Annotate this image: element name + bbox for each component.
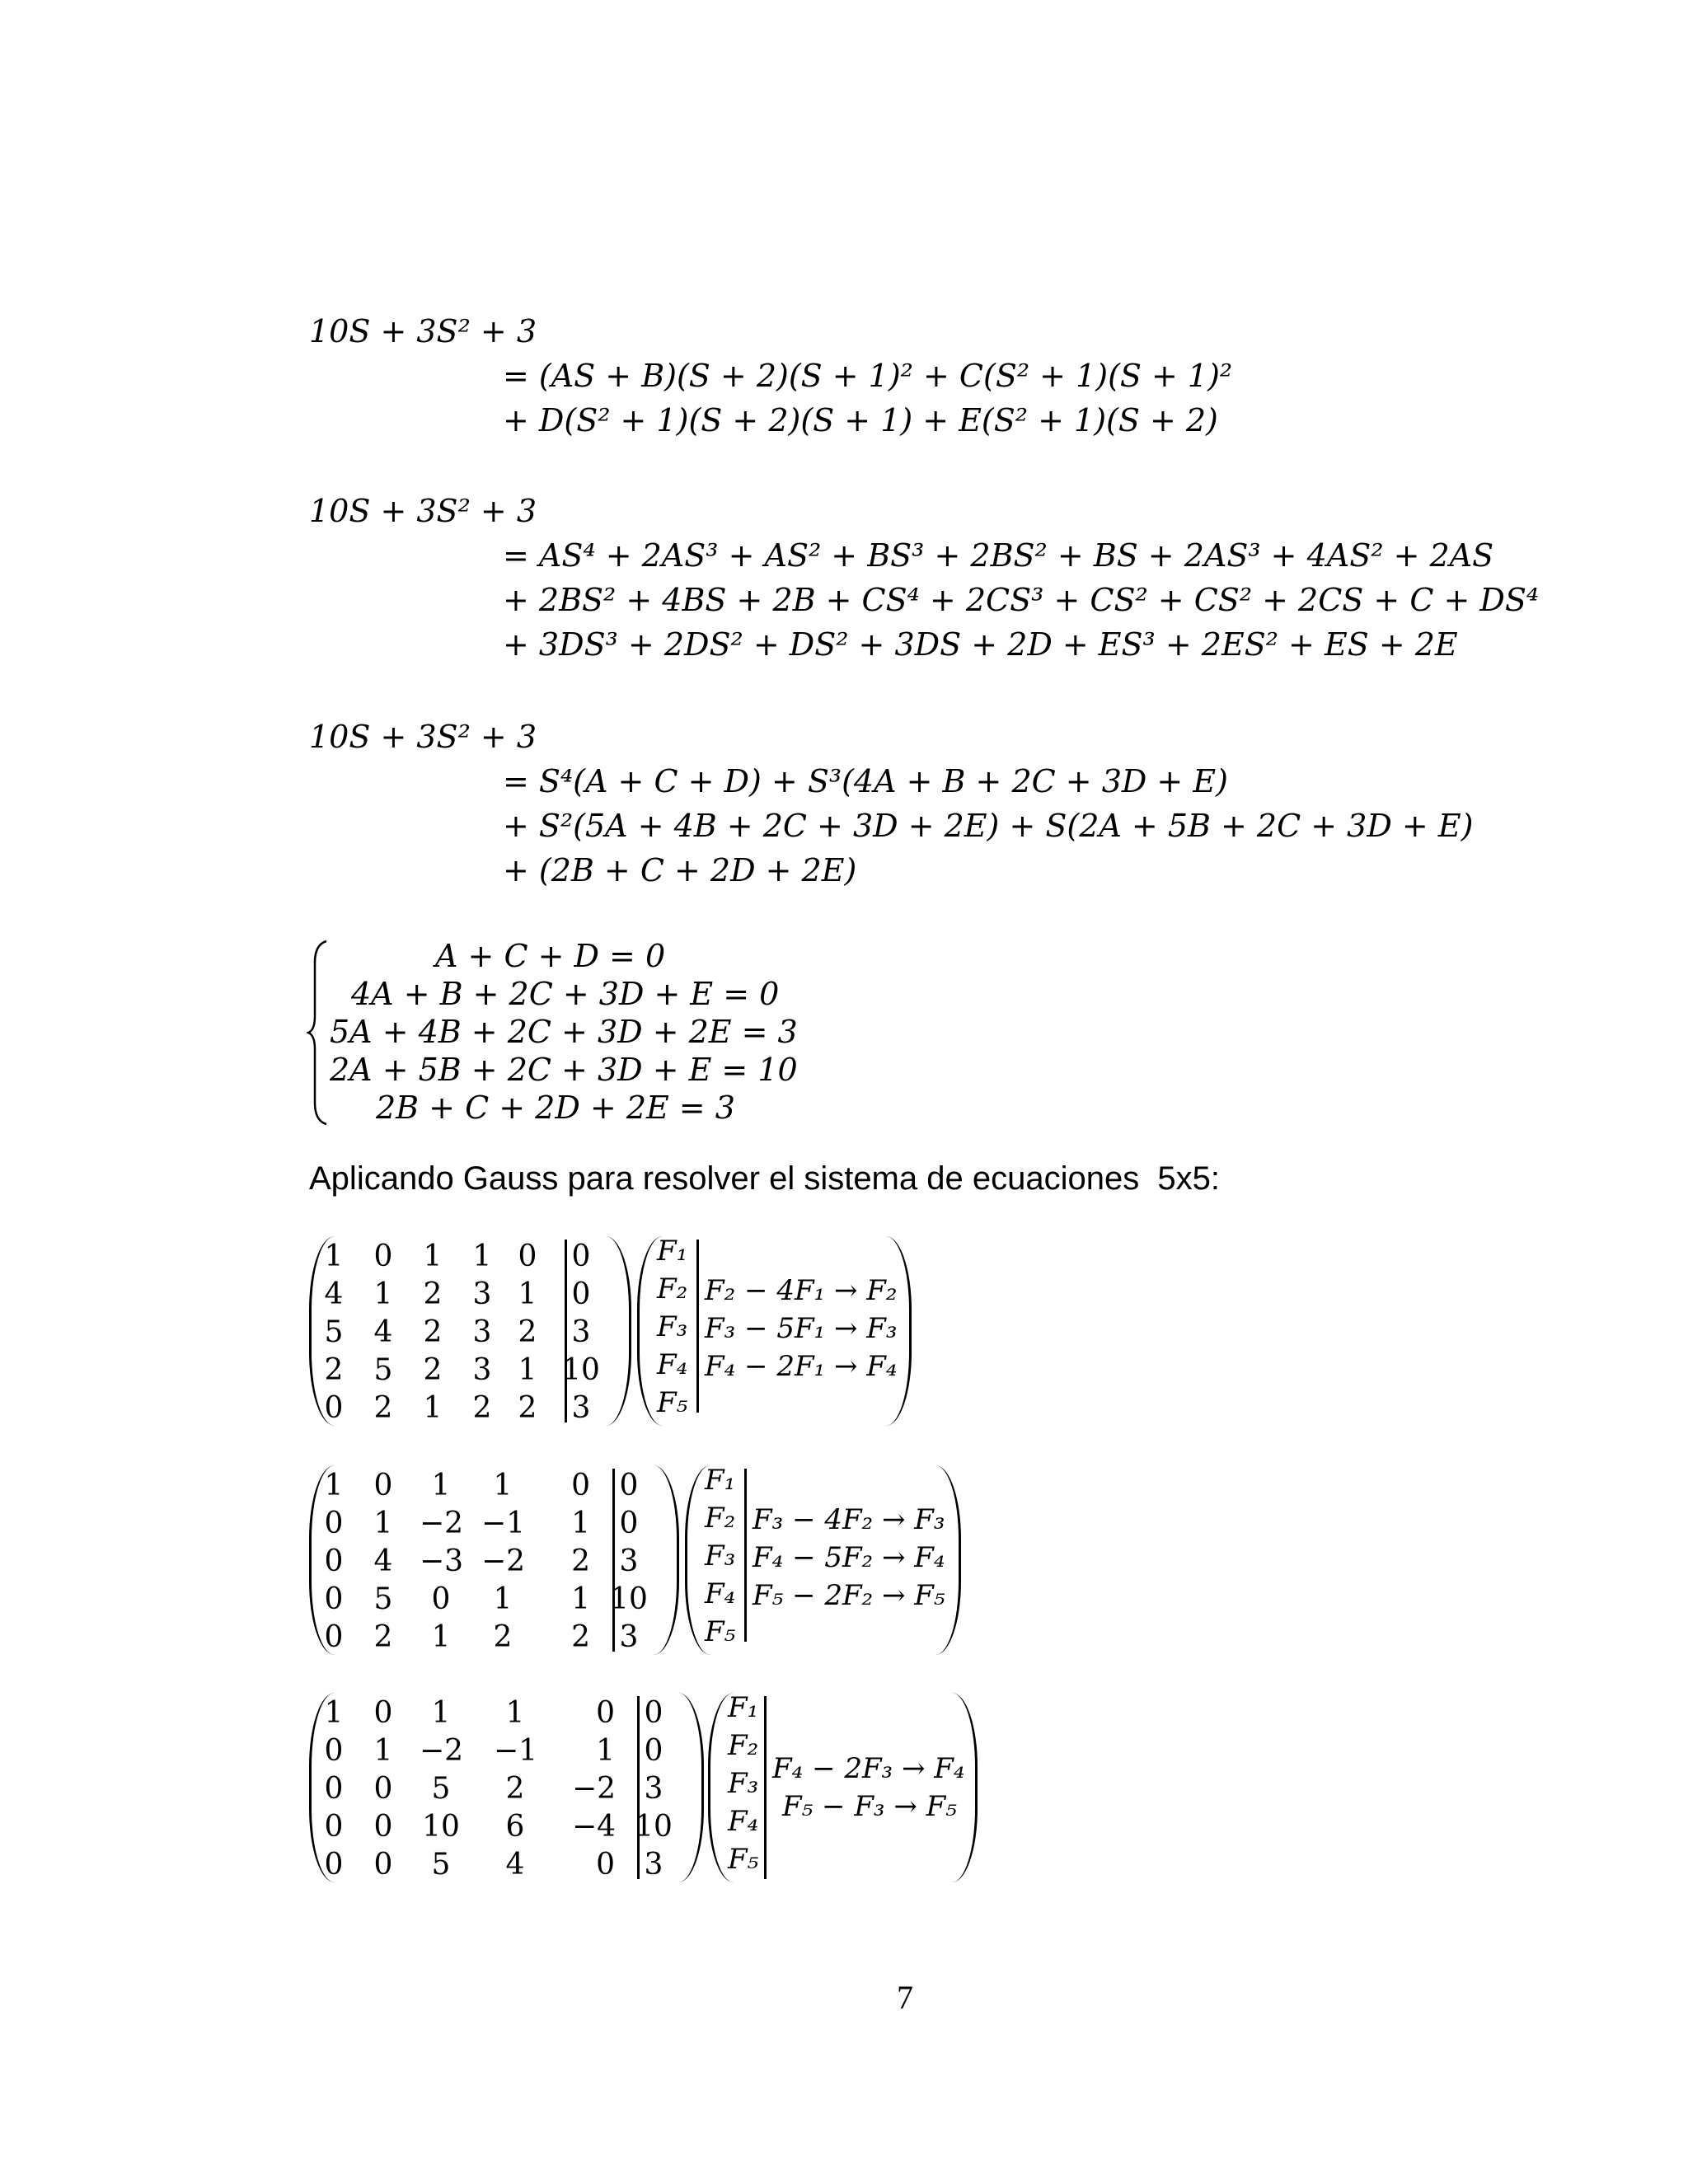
matrix-cell: 0 <box>324 1544 344 1578</box>
matrix-cell: −2 <box>420 1507 464 1540</box>
matrix-cell: 0 <box>619 1469 639 1502</box>
matrix-cell: 4 <box>373 1544 393 1578</box>
matrix-cell: 1 <box>373 1734 393 1768</box>
ops-right-paren <box>952 1693 978 1882</box>
matrix-cell: 2 <box>571 1620 590 1654</box>
matrix-cell: 0 <box>373 1696 393 1730</box>
matrix-cell: 1 <box>571 1582 590 1616</box>
matrix-cell: 0 <box>644 1734 663 1768</box>
matrix-cell: 0 <box>324 1620 344 1654</box>
eq2-rhs-line-2: + 2BS² + 4BS + 2B + CS⁴ + 2CS³ + CS² + CS² + 2CS + C + DS⁴ <box>503 582 1540 618</box>
system-eq-4: 2A + 5B + 2C + 3D + E = 10 <box>330 1052 798 1088</box>
ops-right-paren <box>886 1236 912 1426</box>
eq1-lhs: 10S + 3S² + 3 <box>309 313 537 349</box>
matrix-cell: 2 <box>423 1315 443 1349</box>
matrix-cell: 2 <box>493 1620 513 1654</box>
matrix-cell: 10 <box>635 1810 673 1844</box>
matrix-cell: 0 <box>571 1277 591 1311</box>
f-label: F₂ <box>705 1502 736 1535</box>
eq3-rhs-line-1: = S⁴(A + C + D) + S³(4A + B + 2C + 3D + E) <box>503 763 1228 799</box>
matrix-cell: 10 <box>610 1582 648 1616</box>
matrix-cell: 1 <box>324 1469 344 1502</box>
matrix-cell: 1 <box>324 1240 344 1273</box>
matrix-cell: 5 <box>324 1315 344 1349</box>
matrix-cell: 0 <box>373 1240 393 1273</box>
matrix-cell: 1 <box>423 1391 443 1425</box>
matrix-cell: 2 <box>373 1620 393 1654</box>
eq3-rhs-line-2: + S²(5A + 4B + 2C + 3D + 2E) + S(2A + 5B + 2C + 3D + E) <box>503 808 1474 844</box>
matrix-cell: 5 <box>373 1353 393 1387</box>
f-label: F₅ <box>705 1615 736 1648</box>
matrix-cell: 0 <box>596 1848 615 1882</box>
matrix-cell: 1 <box>518 1277 537 1311</box>
system-eq-1: A + C + D = 0 <box>435 938 666 974</box>
f-label: F₁ <box>728 1691 759 1724</box>
row-operation: F₅ − F₃ → F₅ <box>782 1790 957 1823</box>
eq3-rhs-line-3: + (2B + C + 2D + 2E) <box>503 852 857 888</box>
matrix-cell: 3 <box>644 1772 663 1806</box>
row-operation: F₃ − 5F₁ → F₃ <box>705 1312 898 1345</box>
matrix-right-paren <box>678 1693 704 1882</box>
ops-right-paren <box>935 1465 961 1655</box>
matrix-cell: 6 <box>505 1810 525 1844</box>
system-brace <box>307 938 331 1131</box>
matrix-cell: 1 <box>493 1469 513 1502</box>
matrix-cell: 3 <box>571 1315 591 1349</box>
matrix-cell: 1 <box>431 1696 451 1730</box>
matrix-cell: 4 <box>505 1848 525 1882</box>
matrix-cell: 0 <box>373 1469 393 1502</box>
matrix-cell: 1 <box>518 1353 537 1387</box>
matrix-cell: 1 <box>596 1734 615 1768</box>
augmented-matrix-2 <box>309 1465 985 1663</box>
matrix-cell: 5 <box>431 1848 451 1882</box>
matrix-cell: 1 <box>431 1620 451 1654</box>
row-operation: F₃ − 4F₂ → F₃ <box>753 1503 945 1536</box>
system-eq-5: 2B + C + 2D + 2E = 3 <box>376 1090 735 1126</box>
matrix-cell: 3 <box>472 1353 492 1387</box>
augmented-matrix-3 <box>309 1693 1001 1891</box>
f-label: F₃ <box>728 1767 759 1800</box>
matrix-right-paren <box>606 1236 631 1426</box>
matrix-cell: 3 <box>644 1848 663 1882</box>
row-operation: F₄ − 2F₃ → F₄ <box>772 1752 965 1785</box>
f-label: F₄ <box>705 1577 736 1610</box>
matrix-cell: 2 <box>324 1353 344 1387</box>
matrix-cell: 10 <box>422 1810 460 1844</box>
eq2-rhs-line-3: + 3DS³ + 2DS² + DS² + 3DS + 2D + ES³ + 2ES² + ES + 2E <box>503 626 1458 663</box>
matrix-cell: 2 <box>472 1391 492 1425</box>
augmented-matrix-1 <box>309 1236 935 1434</box>
matrix-cell: 1 <box>373 1277 393 1311</box>
ops-bar <box>744 1469 747 1642</box>
matrix-cell: −1 <box>481 1507 526 1540</box>
system-eq-2: 4A + B + 2C + 3D + E = 0 <box>351 976 780 1012</box>
matrix-cell: 3 <box>472 1315 492 1349</box>
system-eq-3: 5A + 4B + 2C + 3D + 2E = 3 <box>330 1014 798 1050</box>
matrix-cell: 1 <box>373 1507 393 1540</box>
f-label: F₄ <box>728 1805 759 1838</box>
matrix-cell: 2 <box>518 1315 537 1349</box>
f-label: F₄ <box>657 1348 688 1381</box>
row-operation: F₄ − 5F₂ → F₄ <box>753 1541 945 1574</box>
page-number: 7 <box>897 1979 913 2016</box>
matrix-cell: 1 <box>423 1240 443 1273</box>
matrix-cell: −2 <box>481 1544 526 1578</box>
matrix-cell: 0 <box>324 1810 344 1844</box>
matrix-cell: 5 <box>373 1582 393 1616</box>
matrix-cell: 0 <box>324 1772 344 1806</box>
f-label: F₅ <box>657 1386 688 1419</box>
f-label: F₂ <box>728 1729 759 1762</box>
matrix-cell: 0 <box>373 1848 393 1882</box>
f-label: F₁ <box>657 1235 688 1268</box>
ops-bar <box>764 1696 767 1879</box>
matrix-cell: 0 <box>619 1507 639 1540</box>
matrix-cell: 3 <box>571 1391 591 1425</box>
f-label: F₅ <box>728 1843 759 1876</box>
matrix-cell: −2 <box>420 1734 464 1768</box>
matrix-cell: 0 <box>324 1848 344 1882</box>
row-operation: F₅ − 2F₂ → F₅ <box>753 1579 945 1612</box>
matrix-cell: −3 <box>420 1544 464 1578</box>
matrix-cell: 5 <box>431 1772 451 1806</box>
matrix-cell: 0 <box>518 1240 537 1273</box>
matrix-cell: 3 <box>619 1544 639 1578</box>
eq1-rhs-line-1: = (AS + B)(S + 2)(S + 1)² + C(S² + 1)(S + 1)² <box>503 358 1233 394</box>
row-operation: F₂ − 4F₁ → F₂ <box>705 1274 898 1307</box>
eq1-rhs-line-2: + D(S² + 1)(S + 2)(S + 1) + E(S² + 1)(S + 2) <box>503 402 1218 438</box>
matrix-cell: 4 <box>324 1277 344 1311</box>
matrix-cell: −2 <box>572 1772 617 1806</box>
matrix-cell: 1 <box>493 1582 513 1616</box>
matrix-cell: −1 <box>494 1734 538 1768</box>
matrix-cell: 1 <box>324 1696 344 1730</box>
matrix-cell: 0 <box>431 1582 451 1616</box>
eq2-rhs-line-1: = AS⁴ + 2AS³ + AS² + BS³ + 2BS² + BS + 2AS³ + 4AS² + 2AS <box>503 537 1494 574</box>
f-label: F₁ <box>705 1464 736 1497</box>
matrix-cell: 4 <box>373 1315 393 1349</box>
matrix-cell: 0 <box>324 1507 344 1540</box>
matrix-cell: 0 <box>571 1240 591 1273</box>
matrix-cell: 1 <box>431 1469 451 1502</box>
matrix-cell: 2 <box>423 1353 443 1387</box>
matrix-cell: 0 <box>373 1810 393 1844</box>
f-label: F₃ <box>705 1540 736 1572</box>
matrix-cell: 0 <box>373 1772 393 1806</box>
matrix-cell: 3 <box>472 1277 492 1311</box>
matrix-cell: −4 <box>572 1810 617 1844</box>
matrix-cell: 10 <box>562 1353 600 1387</box>
matrix-cell: 3 <box>619 1620 639 1654</box>
f-label: F₃ <box>657 1310 688 1343</box>
gauss-intro-text: Aplicando Gauss para resolver el sistema de ecuaciones 5x5: <box>309 1160 1221 1197</box>
matrix-cell: 0 <box>596 1696 615 1730</box>
matrix-cell: 1 <box>571 1507 590 1540</box>
matrix-cell: 0 <box>644 1696 663 1730</box>
f-label: F₂ <box>657 1272 688 1305</box>
eq2-lhs: 10S + 3S² + 3 <box>309 493 537 529</box>
matrix-cell: 2 <box>571 1544 590 1578</box>
matrix-cell: 2 <box>373 1391 393 1425</box>
matrix-cell: 0 <box>324 1734 344 1768</box>
matrix-cell: 1 <box>505 1696 525 1730</box>
matrix-right-paren <box>654 1465 679 1655</box>
eq3-lhs: 10S + 3S² + 3 <box>309 719 537 755</box>
matrix-cell: 1 <box>472 1240 492 1273</box>
matrix-cell: 2 <box>505 1772 525 1806</box>
matrix-cell: 0 <box>324 1582 344 1616</box>
matrix-cell: 0 <box>571 1469 590 1502</box>
matrix-cell: 2 <box>423 1277 443 1311</box>
matrix-cell: 2 <box>518 1391 537 1425</box>
matrix-cell: 0 <box>324 1391 344 1425</box>
row-operation: F₄ − 2F₁ → F₄ <box>705 1350 898 1383</box>
ops-bar <box>696 1240 699 1413</box>
